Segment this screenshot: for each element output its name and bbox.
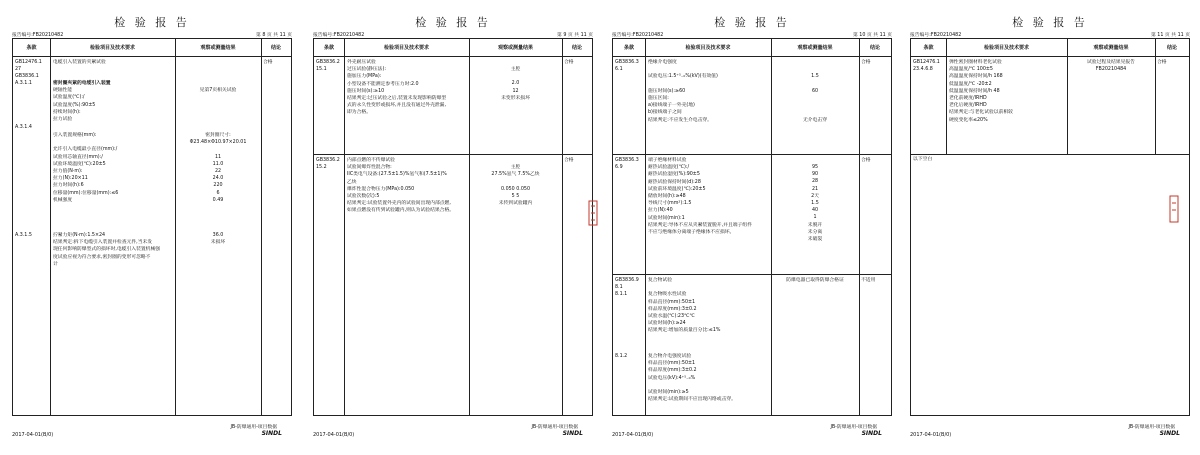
footer-date: 2017-04-01(B/0)	[612, 432, 654, 438]
report-title: 检 验 报 告	[415, 16, 491, 29]
header-items: 检验项目及技术要求	[383, 45, 429, 51]
header-verdict: 结论	[869, 45, 880, 51]
header-results: 观察或测量结果	[200, 45, 236, 51]
red-seam-stamp	[1168, 195, 1180, 225]
issuer-logo: SINDL	[861, 430, 882, 437]
clause-cell: GB12476.1 23.4.6.8	[913, 60, 940, 73]
report-title: 检 验 报 告	[714, 16, 790, 29]
header-verdict: 结论	[1166, 45, 1177, 51]
report-page-11	[910, 0, 1190, 455]
item-cell: 复合物试验 复合物吸水性试验 样品直径(mm):50±1 样品厚度(mm):3±0.2 试验水温(℃):23℃℃ 试验时间(h):≥24 结果判定:增加的质量百分比:≤1%	[648, 278, 721, 334]
report-page-9	[313, 0, 593, 455]
item-cell: 外壳耐压试验 过压试验(静压法): 施加压力(MPa): 小型设备不能测定参考压力时:2.0 施压时间(s):≥10 结果判定:过压试验之后,装置未发现影响防爆型 式的永久性变形或损坏,并且没有通过外壳泄漏, 即为合格。	[347, 60, 447, 116]
page-number: 第 10 页 共 11 页	[852, 33, 892, 38]
issuer-logo: SINDL	[562, 430, 583, 437]
verdict-cell: 合格	[1157, 60, 1167, 65]
result-cell: 防爆电器已取得防爆合格证	[786, 278, 844, 283]
verdict-cell: 不适用	[861, 278, 876, 283]
clause-cell: GB3836.2 15.1	[316, 60, 340, 73]
result-cell: 36.0 未损坏	[210, 233, 226, 246]
clause-cell: GB12476.1 27 GB3836.1	[15, 60, 42, 80]
page-number: 第 9 页 共 11 页	[557, 33, 593, 38]
clause-cell: GB3836.9 8.1 8.1.1	[615, 278, 639, 298]
clause-cell: GB3836.2 15.2	[316, 158, 340, 171]
clause-cell: GB3836.3 6.9	[615, 158, 639, 171]
header-clause: 条款	[923, 45, 934, 51]
header-results: 观察或测量结果	[497, 45, 533, 51]
report-page-8	[12, 0, 292, 455]
report-title: 检 验 报 告	[1012, 16, 1088, 29]
footer-caption: JB-防爆通用-项目数据	[531, 425, 578, 430]
item-cell: 弹性密封圈材料老化试验 高温温度/℃ 100±5 高温温度保持时间/h 168 低温温度/℃ -20±2 低温温度保持时间/h 48 老化前硬度/IRHD 老化后硬度/IRHD 结果判定:与老化试验以前相较 硬度变化率≤20%	[949, 60, 1013, 123]
result-cell: 主腔 27.5%氢气 7.5%乙炔 0.050 0.050 5 5 未传到试验罐内	[491, 165, 540, 207]
header-results: 观察或测量结果	[797, 45, 833, 51]
report-number: 报告编号:FB20210482	[612, 33, 664, 38]
verdict-cell: 合格	[861, 158, 871, 163]
header-clause: 条款	[26, 45, 37, 51]
verdict-cell: 合格	[564, 60, 574, 65]
item-cell: 引入装置规格(mm): 允许引入电缆最小直径(mm):/ 试验用芯轴直径(mm):/ 试验环境温度(℃):20±5 拉力值(N·m): 拉力(N):20×11 拉力时间(h):6 位移量(mm):位移量(mm):≤6 机械强度	[53, 133, 119, 203]
clause-cell: A.3.1.5	[15, 233, 32, 238]
report-number: 报告编号:FB20210482	[910, 33, 962, 38]
table-header	[13, 39, 291, 57]
footer-caption: JB-防爆通用-项目数据	[230, 425, 277, 430]
inspection-table	[313, 38, 593, 416]
table-header	[911, 39, 1189, 57]
footer-date: 2017-04-01(B/0)	[910, 432, 952, 438]
clause-cell: 8.1.2	[615, 354, 628, 359]
item-cell: 电缆引入装置的夹紧试验	[53, 60, 106, 65]
header-results: 观察或测量结果	[1093, 45, 1129, 51]
issuer-logo: SINDL	[261, 430, 282, 437]
page-number: 第 11 页 共 11 页	[1150, 33, 1190, 38]
footer-caption: JB-防爆通用-项目数据	[830, 425, 877, 430]
result-cell: 见第7页相关试验	[199, 88, 237, 94]
footer-caption: JB-防爆通用-项目数据	[1128, 425, 1175, 430]
verdict-cell: 合格	[861, 60, 871, 65]
header-verdict: 结论	[571, 45, 582, 51]
result-cell: 主腔 2.0 12 未变形未损坏	[501, 67, 530, 101]
header-items: 检验项目及技术要求	[685, 45, 731, 51]
item-cell: 绝缘介电强度 试验电压:1.5⁺⁵₋₀%(kV)(有效值) 施压时间(s):≥60 施压区间: a)接线端子一外壳(地) b)接线端子之间 结果判定:不应发生介电击穿。	[648, 60, 718, 123]
issuer-logo: SINDL	[1159, 430, 1180, 437]
table-header	[314, 39, 592, 57]
header-clause: 条款	[323, 45, 334, 51]
page-number: 第 8 页 共 11 页	[256, 33, 292, 38]
item-cell: 端子绝缘材料试验 耐热试验温度(℃):/ 耐热试验湿度(%):90±5 耐热试验保持时间(d):28 试验前环境温度(℃):20±5 储放时间(h):≥48 导线尺寸(mm²):1.5 拉力(N):40 试验时间(min):1 结果判定:导体不应从夹紧装置脱开,并且端子组件 不应与绝缘体分离端子绝缘体不应损坏。	[648, 158, 752, 236]
item-cell: 密封圈夹紧的电缆引入装置 硬轴性能 试验温度(℃):/ 试验湿度(%):90±5 持续时间(h): 拉力试验	[53, 81, 111, 123]
inspection-table	[12, 38, 292, 416]
result-cell: 1.5 60 无介电击穿	[803, 74, 827, 123]
verdict-cell: 合格	[564, 158, 574, 163]
inspection-table	[612, 38, 892, 416]
verdict-cell: 合格	[263, 60, 273, 65]
item-cell: 复合物介电强度试验 样品直径(mm):50±1 样品厚度(mm):3±0.2 试验电压(kV):4⁺⁵₋₀% 试验时间(min):≥5 结果判定:试验期间不应出现闪络或击穿。	[648, 354, 736, 403]
header-verdict: 结论	[270, 45, 281, 51]
report-number: 报告编号:FB20210482	[313, 33, 365, 38]
item-cell: 拧紧力矩(N·m):1.5×24 结果判定:拆下电缆引入装置并检查元件,当未发 现任何影响防爆型式的损坏时,电缆引入装置机械强 度试验应视为符合要求,密封圈的变形可忽略不 计	[53, 233, 161, 267]
result-cell: 试验过程及结果见报告 FB20210484	[1087, 60, 1135, 73]
result-cell: 95 90 28 21 2天 1.5 40 1 未脱开 未分离 未破裂	[807, 165, 823, 243]
header-items: 检验项目及技术要求	[89, 45, 135, 51]
red-seam-stamp	[588, 200, 598, 228]
header-clause: 条款	[623, 45, 634, 51]
footer-date: 2017-04-01(B/0)	[313, 432, 355, 438]
clause-cell: GB3836.3 6.1	[615, 60, 639, 73]
clause-cell: A.3.1.4	[15, 125, 32, 130]
clause-cell: A.3.1.1	[15, 81, 32, 86]
result-cell: 密封圈尺寸: Φ23.48×Φ10.97×20.01 11 11.0 22 24.0 220 6 0.49	[189, 133, 247, 203]
inspection-table	[910, 38, 1190, 416]
report-page-10	[612, 0, 892, 455]
report-number: 报告编号:FB20210482	[12, 33, 64, 38]
footer-date: 2017-04-01(B/0)	[12, 432, 54, 438]
header-items: 检验项目及技术要求	[983, 45, 1029, 51]
item-cell: 内部点燃的不传爆试验 试验间爆炸性混合物: IIC类电气设备:(27.5±1.5)%氢气和(7.5±1)% 乙炔 爆炸性混合物压力(MPa):0.050 试验次数(次):5 结果判定:试验装置外壳内的试验间出现内部点燃, 如果点燃没有传到试验罐内,则认为试验结果合格。	[347, 158, 455, 214]
report-title: 检 验 报 告	[114, 16, 190, 29]
blank-below-note: 以下空白	[913, 157, 933, 162]
table-header	[613, 39, 891, 57]
